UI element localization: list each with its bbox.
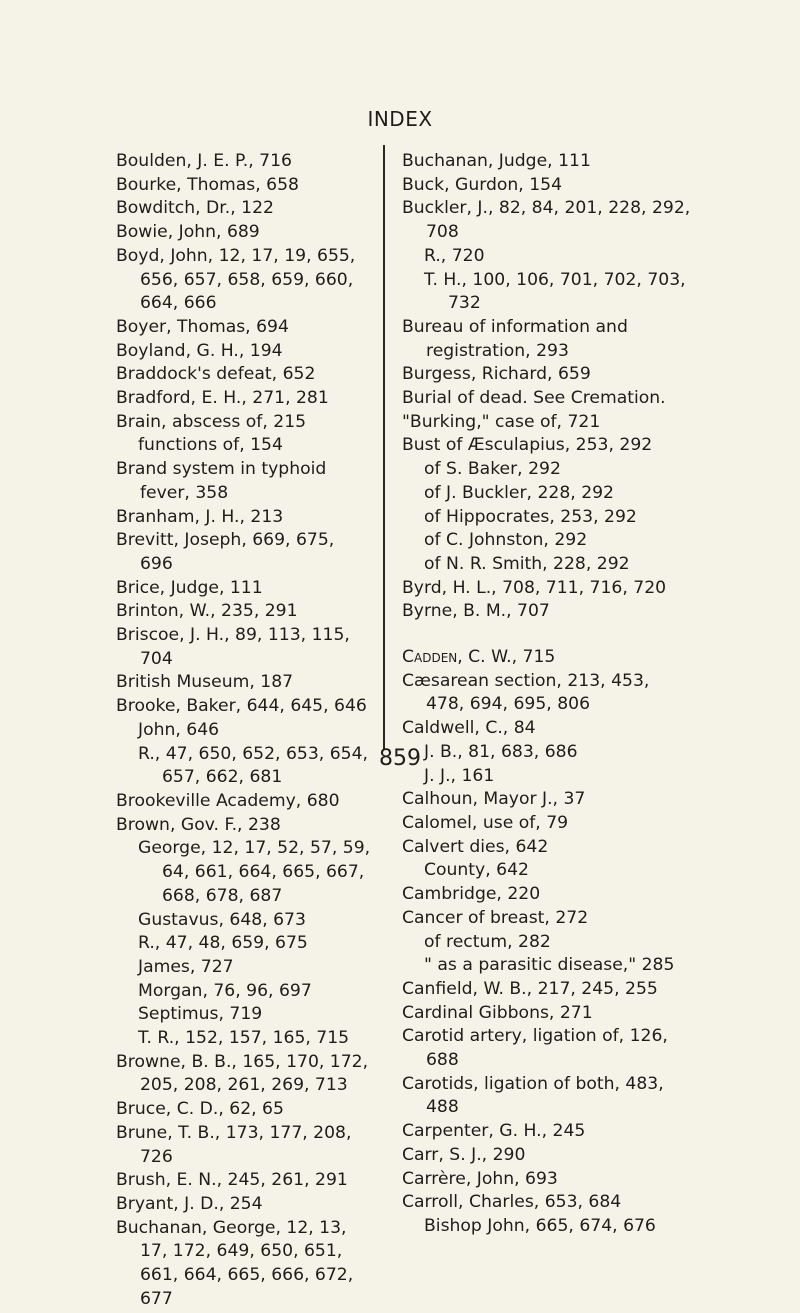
index-entry: Carroll, Charles, 653, 684 xyxy=(402,1192,622,1213)
index-entry: "Burking," case of, 721 xyxy=(402,411,601,432)
index-entry: Bryant, J. D., 254 xyxy=(116,1193,263,1214)
index-entry: Cardinal Gibbons, 271 xyxy=(402,1002,593,1023)
index-entry: George, 12, 17, 52, 57, 59, 64, 661, 664, 665, 667, 668, 678, 687 xyxy=(138,838,371,906)
index-entry: Bowditch, Dr., 122 xyxy=(116,198,274,219)
index-entry: Buchanan, Judge, 111 xyxy=(402,151,591,171)
index-entry: Carr, S. J., 290 xyxy=(402,1144,526,1165)
index-entry: of S. Baker, 292 xyxy=(424,459,561,480)
index-entry: Brand system in typhoid fever, 358 xyxy=(116,459,327,503)
index-entry: Branham, J. H., 213 xyxy=(116,506,284,527)
index-entry: Bishop John, 665, 674, 676 xyxy=(424,1215,656,1236)
index-entry: Braddock's defeat, 652 xyxy=(116,364,316,385)
index-entry: R., 47, 650, 652, 653, 654, 657, 662, 681 xyxy=(138,743,368,788)
index-entry: Morgan, 76, 96, 697 xyxy=(138,980,312,1001)
index-column-right xyxy=(402,150,692,1239)
index-entry: of rectum, 282 xyxy=(424,931,551,952)
index-entry: Briscoe, J. H., 89, 113, 115, 704 xyxy=(116,625,350,669)
index-entry: County, 642 xyxy=(424,860,529,881)
page-number: 859 xyxy=(379,746,421,771)
index-entry: John, 646 xyxy=(138,719,220,740)
index-entry: functions of, 154 xyxy=(138,435,283,456)
index-entry: Brooke, Baker, 644, 645, 646 xyxy=(116,696,367,717)
page-title: INDEX xyxy=(367,107,433,131)
index-entry: Carotids, ligation of both, 483, 488 xyxy=(402,1073,664,1118)
index-entry: Brice, Judge, 111 xyxy=(116,577,263,598)
index-column-left xyxy=(116,150,372,1311)
index-entry: J. J., 161 xyxy=(424,765,495,786)
index-entry: British Museum, 187 xyxy=(116,672,294,693)
index-entry: Buckler, J., 82, 84, 201, 228, 292, 708 xyxy=(402,198,691,243)
index-entry: Brown, Gov. F., 238 xyxy=(116,814,281,835)
index-entry: T. H., 100, 106, 701, 702, 703, 732 xyxy=(424,269,686,314)
index-entry: Bowie, John, 689 xyxy=(116,222,260,243)
index-entry: Cæsarean section, 213, 453, 478, 694, 695, 806 xyxy=(402,670,650,715)
index-entry: Cambridge, 220 xyxy=(402,884,541,905)
index-entry: R., 720 xyxy=(424,245,485,266)
index-entry: of N. R. Smith, 228, 292 xyxy=(424,553,630,574)
index-entry: Bradford, E. H., 271, 281 xyxy=(116,388,329,409)
index-entry: Brookeville Academy, 680 xyxy=(116,790,340,811)
index-entry: Brevitt, Joseph, 669, 675, 696 xyxy=(116,530,335,574)
index-entry: Brune, T. B., 173, 177, 208, 726 xyxy=(116,1122,352,1167)
index-entry: J. B., 81, 683, 686 xyxy=(424,741,578,762)
index-entry: Carrère, John, 693 xyxy=(402,1168,558,1189)
index-entry: Bourke, Thomas, 658 xyxy=(116,174,299,195)
index-entry: Calhoun, Mayor J., 37 xyxy=(402,789,586,810)
index-entry: Buchanan, George, 12, 13, 17, 172, 649, 650, 651, 661, 664, 665, 666, 672, 677 xyxy=(116,1217,354,1309)
index-entry: R., 47, 48, 659, 675 xyxy=(138,933,308,954)
index-entry: Byrd, H. L., 708, 711, 716, 720 xyxy=(402,577,667,598)
index-entry: Boyland, G. H., 194 xyxy=(116,340,283,361)
index-entry: Brain, abscess of, 215 xyxy=(116,411,307,432)
index-entry: Boyd, John, 12, 17, 19, 655, 656, 657, 658, 659, 660, 664, 666 xyxy=(116,245,356,314)
index-entry: Bureau of information and registration, 293 xyxy=(402,316,628,361)
index-entry: Septimus, 719 xyxy=(138,1004,263,1025)
index-entry: Bruce, C. D., 62, 65 xyxy=(116,1099,284,1120)
index-entry: Caldwell, C., 84 xyxy=(402,718,536,739)
index-entry: Brinton, W., 235, 291 xyxy=(116,601,298,622)
index-entry: Canfield, W. B., 217, 245, 255 xyxy=(402,978,658,999)
index-entry: Burial of dead. See Cremation. xyxy=(402,388,666,409)
index-entry: Byrne, B. M., 707 xyxy=(402,601,550,622)
index-entry: James, 727 xyxy=(138,956,234,977)
index-entry: Burgess, Richard, 659 xyxy=(402,364,591,385)
column-divider xyxy=(383,145,385,749)
index-entry: Calomel, use of, 79 xyxy=(402,812,569,833)
index-entry: Carpenter, G. H., 245 xyxy=(402,1121,586,1142)
index-entry: Brush, E. N., 245, 261, 291 xyxy=(116,1170,348,1191)
index-entry: Browne, B. B., 165, 170, 172, 205, 208, 261, 269, 713 xyxy=(116,1051,369,1096)
index-entry: Buck, Gurdon, 154 xyxy=(402,174,563,195)
index-entry: Cadden, C. W., 715 xyxy=(402,647,556,668)
index-entry: Cancer of breast, 272 xyxy=(402,907,589,928)
index-entry: Bust of Æsculapius, 253, 292 xyxy=(402,435,653,456)
index-entry: Calvert dies, 642 xyxy=(402,836,549,857)
index-entry: of J. Buckler, 228, 292 xyxy=(424,482,614,503)
index-entry: of Hippocrates, 253, 292 xyxy=(424,506,637,527)
index-entry: T. R., 152, 157, 165, 715 xyxy=(138,1028,350,1049)
index-entry: Carotid artery, ligation of, 126, 688 xyxy=(402,1026,668,1071)
index-entry: " as a parasitic disease," 285 xyxy=(424,955,675,976)
index-entry: Gustavus, 648, 673 xyxy=(138,909,306,930)
index-entry: Boulden, J. E. P., 716 xyxy=(116,151,292,171)
index-entry: Boyer, Thomas, 694 xyxy=(116,316,289,337)
index-entry: of C. Johnston, 292 xyxy=(424,530,588,551)
